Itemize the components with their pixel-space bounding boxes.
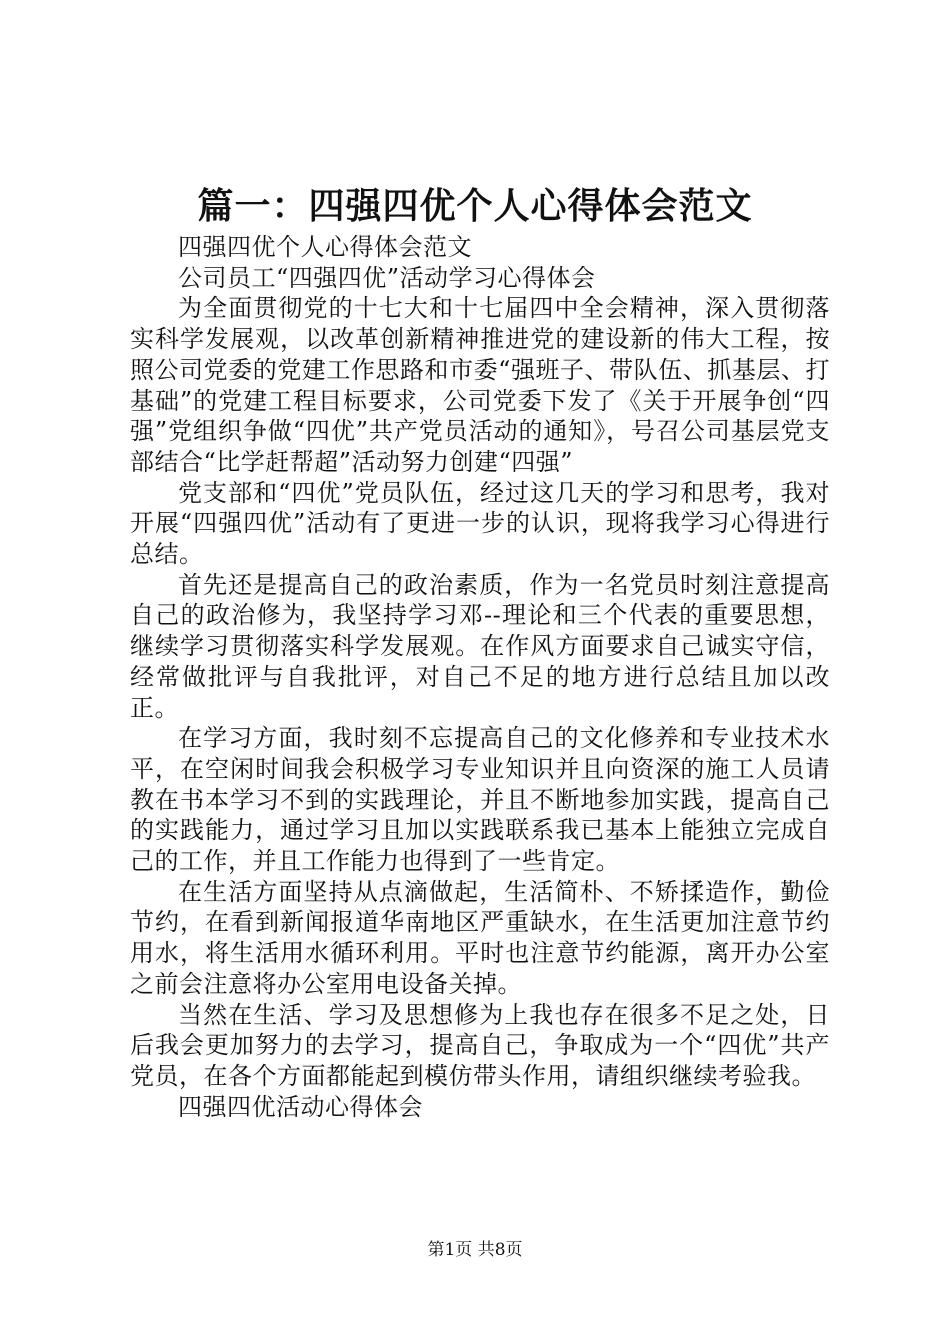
body-paragraph: 在生活方面坚持从点滴做起，生活简朴、不矫揉造作，勤俭节约，在看到新闻报道华南地区严重缺水，在生活更加注意节约用水，将生活用水循环利用。平时也注意节约能源，离开办公室之前会注意将办公室用电设备关掉。 bbox=[130, 877, 830, 998]
body-paragraph: 党支部和“四优”党员队伍，经过这几天的学习和思考，我对开展“四强四优”活动有了更进一步的认识，现将我学习心得进行总结。 bbox=[130, 478, 830, 569]
section-heading-paragraph: 四强四优活动心得体会 bbox=[178, 1092, 423, 1121]
body-paragraph: 首先还是提高自己的政治素质，作为一名党员时刻注意提高自己的政治修为，我坚持学习邓--理论和三个代表的重要思想，继续学习贯彻落实科学发展观。在作风方面要求自己诚实守信，经常做批评与自我批评，对自己不足的地方进行总结且加以改正。 bbox=[130, 570, 830, 722]
body-paragraph: 在学习方面，我时刻不忘提高自己的文化修养和专业技术水平，在空闲时间我会积极学习专业知识并且向资深的施工人员请教在书本学习不到的实践理论，并且不断地参加实践，提高自己的实践能力，通过学习且加以实践联系我已基本上能独立完成自己的工作，并且工作能力也得到了一些肯定。 bbox=[130, 724, 830, 876]
page-number-footer: 第1页 共8页 bbox=[427, 1240, 523, 1260]
body-paragraph: 当然在生活、学习及思想修为上我也存在很多不足之处，日后我会更加努力的去学习，提高自己，争取成为一个“四优”共产党员，在各个方面都能起到模仿带头作用，请组织继续考验我。 bbox=[130, 1000, 830, 1090]
heading-paragraph: 公司员工“四强四优”活动学习心得体会 bbox=[178, 263, 596, 292]
document-body bbox=[130, 232, 830, 1122]
document-title: 篇一：四强四优个人心得体会范文 bbox=[197, 185, 753, 227]
body-paragraph: 为全面贯彻党的十七大和十七届四中全会精神，深入贯彻落实科学发展观，以改革创新精神推进党的建设新的伟大工程，按照公司党委的党建工作思路和市委“强班子、带队伍、抓基层、打基础”的党建工程目标要求，公司党委下发了《关于开展争创“四强”党组织争做“四优”共产党员活动的通知》，号召公司基层党支部结合“比学赶帮超”活动努力创建“四强” bbox=[130, 294, 830, 476]
subtitle-paragraph: 四强四优个人心得体会范文 bbox=[178, 233, 472, 261]
